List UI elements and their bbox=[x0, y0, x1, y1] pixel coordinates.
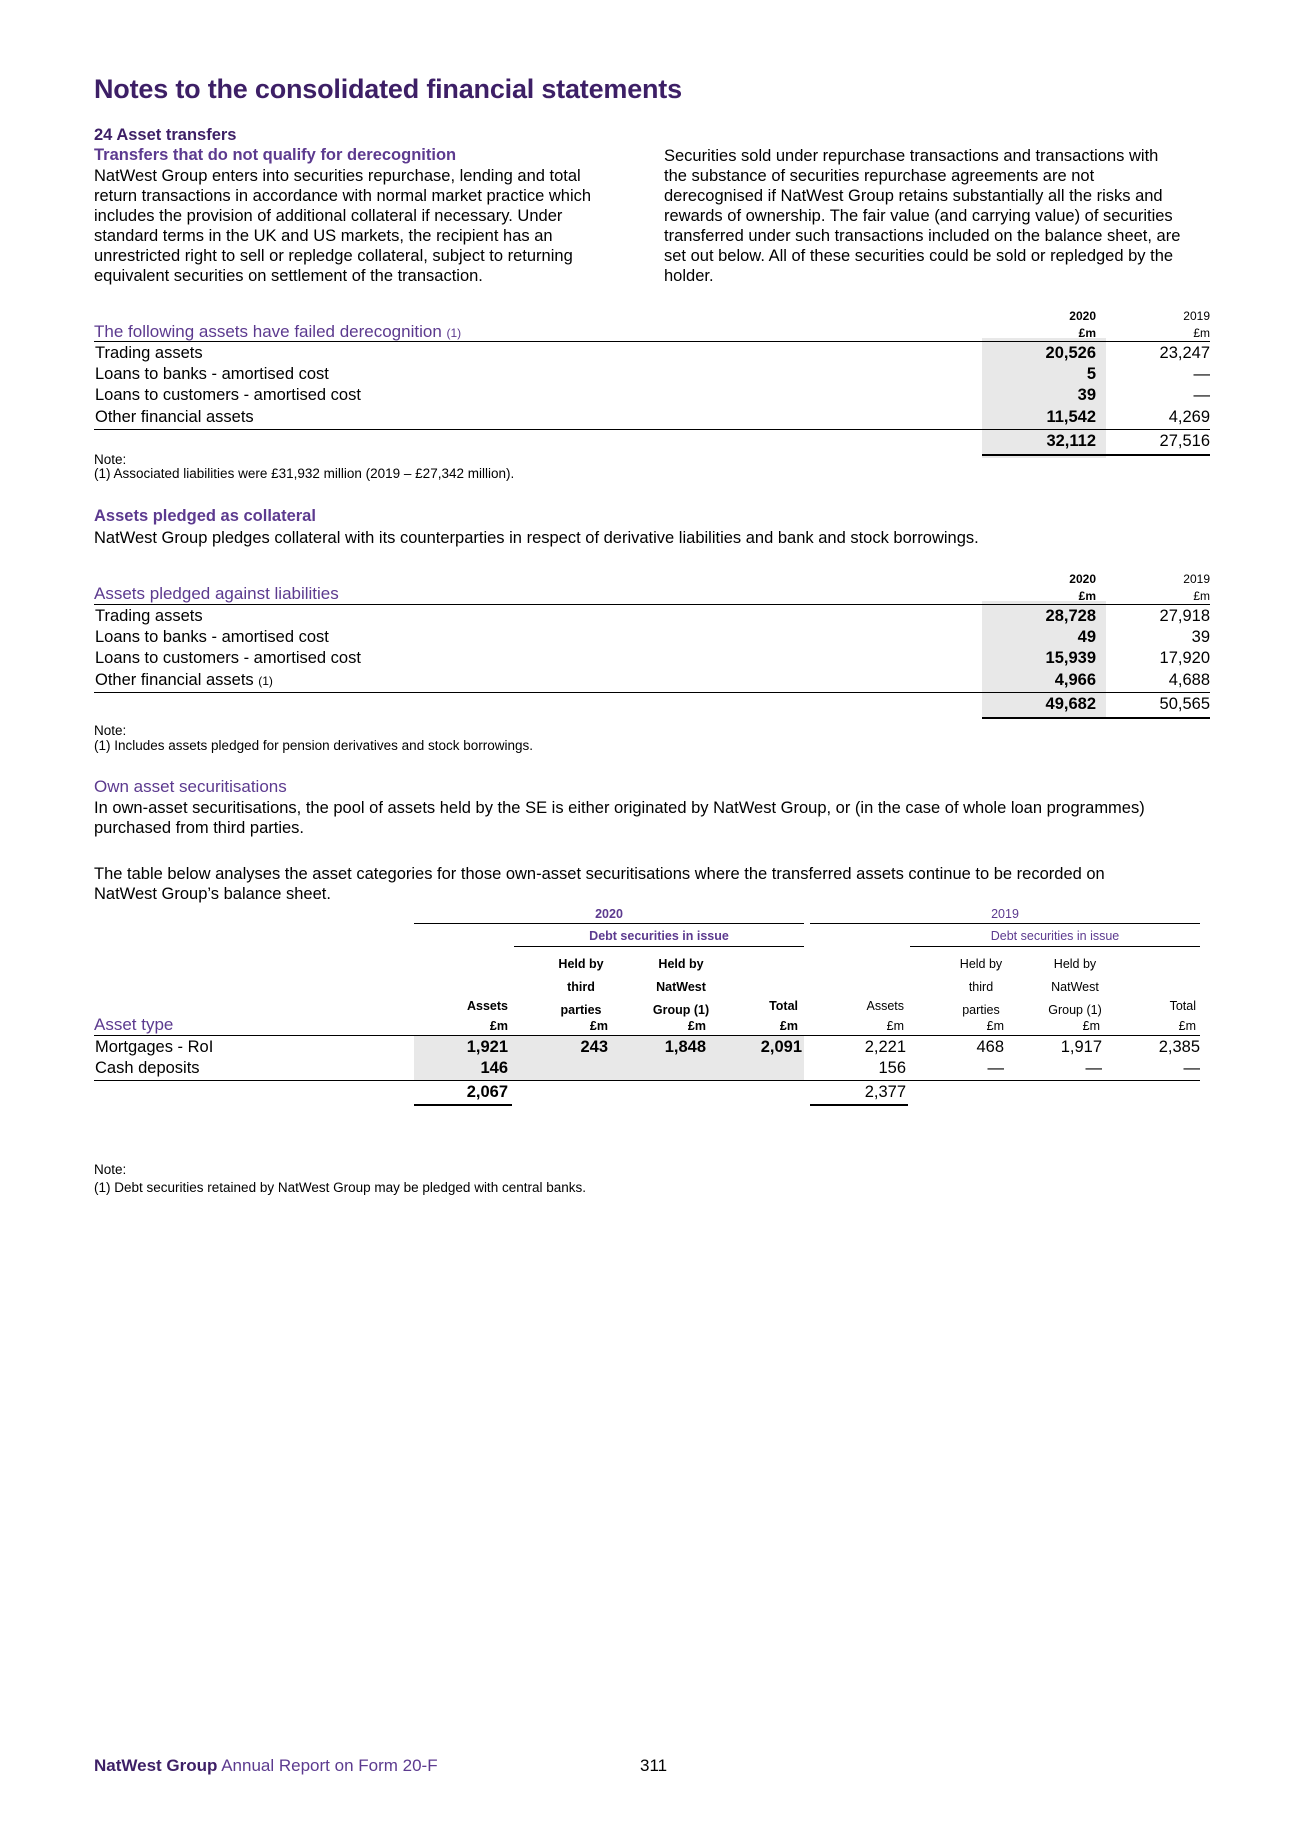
year-header-2020: 2020 bbox=[595, 907, 623, 921]
total-2020: 2,091 bbox=[760, 1038, 802, 1056]
total-2020: 49,682 bbox=[1045, 695, 1096, 713]
text-line: unrestricted right to sell or repledge collateral, subject to returning bbox=[94, 247, 573, 265]
table-title: Assets pledged against liabilities bbox=[94, 584, 339, 603]
total-assets-2019: 2,377 bbox=[864, 1083, 906, 1101]
value-2019: 23,247 bbox=[1159, 344, 1210, 362]
unit: £m bbox=[779, 1019, 798, 1033]
header-rule bbox=[94, 341, 1210, 342]
year-header-2019: 2019 bbox=[991, 907, 1019, 921]
note-text: (1) Associated liabilities were £31,932 million (2019 – £27,342 million). bbox=[94, 466, 515, 481]
unit: £m bbox=[489, 1019, 508, 1033]
note-label: Note: bbox=[94, 452, 127, 467]
column-header-2019: 2019 bbox=[1183, 572, 1210, 586]
unit-2020: £m bbox=[1078, 589, 1096, 603]
text-line: set out below. All of these securities could be sold or repledged by the bbox=[664, 247, 1174, 265]
row-label: Trading assets bbox=[95, 344, 203, 362]
value-2019: 27,918 bbox=[1159, 607, 1210, 625]
row-label: Loans to banks - amortised cost bbox=[95, 365, 329, 383]
row-label: Other financial assets (1) bbox=[95, 671, 273, 689]
row-label: Loans to customers - amortised cost bbox=[95, 386, 361, 404]
total-assets-2020: 2,067 bbox=[466, 1083, 508, 1101]
text-line: includes the provision of additional collateral if necessary. Under bbox=[94, 207, 563, 225]
held-third-2019: 468 bbox=[976, 1038, 1004, 1056]
collateral-text: NatWest Group pledges collateral with its counterparties in respect of derivative liabilities and bank and stock borrowings. bbox=[94, 529, 979, 547]
held-natwest-2019: 1,917 bbox=[1060, 1038, 1102, 1056]
text-line: Securities sold under repurchase transactions and transactions with bbox=[664, 147, 1159, 165]
footer-brand: NatWest Group bbox=[94, 1756, 218, 1775]
derecognition-left-paragraph bbox=[94, 166, 654, 286]
total-rule bbox=[982, 454, 1210, 456]
header-rule bbox=[94, 604, 1210, 605]
value-2019: 4,269 bbox=[1168, 408, 1210, 426]
total-rule-2019 bbox=[810, 1104, 908, 1106]
collateral-heading: Assets pledged as collateral bbox=[94, 507, 316, 525]
column-header-total-2020: Total bbox=[769, 999, 798, 1013]
year-rule-2020 bbox=[414, 923, 804, 924]
header-rule bbox=[94, 1035, 1200, 1036]
assets-2020: 1,921 bbox=[466, 1038, 508, 1056]
page-number: 311 bbox=[640, 1756, 668, 1775]
value-2019: 39 bbox=[1191, 628, 1210, 646]
held-natwest-2020: 1,848 bbox=[664, 1038, 706, 1056]
value-2020: 5 bbox=[1086, 365, 1096, 383]
securitisations-paragraph-1 bbox=[94, 798, 1234, 838]
section-title: 24 Asset transfers bbox=[94, 126, 237, 144]
column-header-2020: 2020 bbox=[1069, 572, 1096, 586]
text-line: purchased from third parties. bbox=[94, 819, 305, 837]
year-rule-2019 bbox=[810, 923, 1200, 924]
debt-rule-2020 bbox=[514, 946, 804, 947]
unit: £m bbox=[1082, 1019, 1100, 1033]
text-line: equivalent securities on settlement of the transaction. bbox=[94, 267, 483, 285]
table-title: The following assets have failed derecognition (1) bbox=[94, 322, 462, 341]
column-header-total-2019: Total bbox=[1169, 999, 1196, 1013]
held-third-2020: 243 bbox=[580, 1038, 608, 1056]
value-2020: 15,939 bbox=[1045, 649, 1096, 667]
derecognition-heading: Transfers that do not qualify for derecognition bbox=[94, 146, 457, 164]
subtotal-rule bbox=[94, 1080, 1200, 1081]
text-line: derecognised if NatWest Group retains substantially all the risks and bbox=[664, 187, 1163, 205]
total-rule bbox=[982, 717, 1210, 719]
assets-2020: 146 bbox=[480, 1059, 508, 1077]
unit-2019: £m bbox=[1193, 326, 1210, 340]
value-2020: 49 bbox=[1077, 628, 1096, 646]
row-label: Loans to customers - amortised cost bbox=[95, 649, 361, 667]
text-line: transferred under such transactions included on the balance sheet, are bbox=[664, 227, 1181, 245]
row-label: Other financial assets bbox=[95, 408, 254, 426]
note-label: Note: bbox=[94, 1162, 127, 1177]
subtotal-rule bbox=[94, 692, 1210, 693]
total-2020: 32,112 bbox=[1046, 432, 1096, 450]
held-third-2019: — bbox=[987, 1059, 1004, 1077]
column-header-held-third-2019: Held by third parties bbox=[959, 957, 1003, 1017]
value-2020: 4,966 bbox=[1054, 671, 1096, 689]
debt-header-2019: Debt securities in issue bbox=[990, 929, 1120, 943]
text-line: the substance of securities repurchase agreements are not bbox=[664, 167, 1095, 185]
text-line: NatWest Group enters into securities repurchase, lending and total bbox=[94, 167, 581, 185]
column-header-held-natwest-2019: Held by NatWest Group (1) bbox=[1048, 957, 1102, 1017]
row-label: Cash deposits bbox=[95, 1059, 200, 1077]
value-2019: 17,920 bbox=[1159, 649, 1210, 667]
value-2019: — bbox=[1193, 365, 1210, 383]
column-header-2019: 2019 bbox=[1183, 309, 1210, 323]
unit: £m bbox=[986, 1019, 1004, 1033]
unit: £m bbox=[687, 1019, 706, 1033]
text-line: rewards of ownership. The fair value (and carrying value) of securities bbox=[664, 207, 1173, 225]
securitisations-heading: Own asset securitisations bbox=[94, 777, 287, 796]
derecognition-right-paragraph bbox=[664, 146, 1234, 286]
assets-2019: 156 bbox=[878, 1059, 906, 1077]
held-natwest-2019: — bbox=[1085, 1059, 1102, 1077]
text-line: NatWest Group’s balance sheet. bbox=[94, 885, 331, 903]
column-header-held-natwest-2020: Held by NatWest Group (1) bbox=[652, 957, 710, 1017]
row-label: Loans to banks - amortised cost bbox=[95, 628, 329, 646]
asset-type-label: Asset type bbox=[94, 1015, 174, 1034]
page-title: Notes to the consolidated financial statements bbox=[94, 74, 682, 104]
value-2020: 39 bbox=[1077, 386, 1096, 404]
note-label: Note: bbox=[94, 723, 127, 738]
unit: £m bbox=[1178, 1019, 1196, 1033]
text-line: standard terms in the UK and US markets, the recipient has an bbox=[94, 227, 553, 245]
value-2020: 28,728 bbox=[1045, 607, 1096, 625]
unit: £m bbox=[589, 1019, 608, 1033]
text-line: The table below analyses the asset categories for those own-asset securitisations where the transferred assets continue to be recorded on bbox=[94, 865, 1105, 883]
text-line: return transactions in accordance with normal market practice which bbox=[94, 187, 592, 205]
value-2020: 20,526 bbox=[1045, 344, 1096, 362]
total-rule-2020 bbox=[414, 1104, 512, 1106]
note-text: (1) Includes assets pledged for pension derivatives and stock borrowings. bbox=[94, 738, 533, 753]
row-label: Mortgages - RoI bbox=[95, 1038, 214, 1056]
column-header-2020: 2020 bbox=[1069, 309, 1096, 323]
column-header-held-third-2020: Held by third parties bbox=[558, 957, 604, 1017]
assets-2019: 2,221 bbox=[864, 1038, 906, 1056]
debt-rule-2019 bbox=[910, 946, 1200, 947]
total-2019: 50,565 bbox=[1159, 695, 1210, 713]
row-label: Trading assets bbox=[95, 607, 203, 625]
total-2019: 27,516 bbox=[1159, 432, 1210, 450]
subtotal-rule bbox=[94, 429, 1210, 430]
footer-report: Annual Report on Form 20-F bbox=[221, 1756, 438, 1775]
value-2019: 4,688 bbox=[1168, 671, 1210, 689]
total-2019: — bbox=[1183, 1059, 1200, 1077]
debt-header-2020: Debt securities in issue bbox=[589, 929, 729, 943]
note-text: (1) Debt securities retained by NatWest Group may be pledged with central banks. bbox=[94, 1180, 586, 1195]
text-line: holder. bbox=[664, 267, 714, 285]
unit: £m bbox=[886, 1019, 904, 1033]
unit-2020: £m bbox=[1078, 326, 1096, 340]
value-2020: 11,542 bbox=[1046, 408, 1096, 426]
value-2019: — bbox=[1193, 386, 1210, 404]
column-header-assets-2020: Assets bbox=[467, 999, 508, 1013]
unit-2019: £m bbox=[1193, 589, 1210, 603]
text-line: In own-asset securitisations, the pool of assets held by the SE is either originated by NatWest Group, or (in the case of whole loan programmes) bbox=[94, 799, 1145, 817]
column-header-assets-2019: Assets bbox=[866, 999, 904, 1013]
total-2019: 2,385 bbox=[1158, 1038, 1200, 1056]
footer bbox=[94, 1756, 438, 1776]
securitisations-paragraph-2 bbox=[94, 864, 1234, 904]
